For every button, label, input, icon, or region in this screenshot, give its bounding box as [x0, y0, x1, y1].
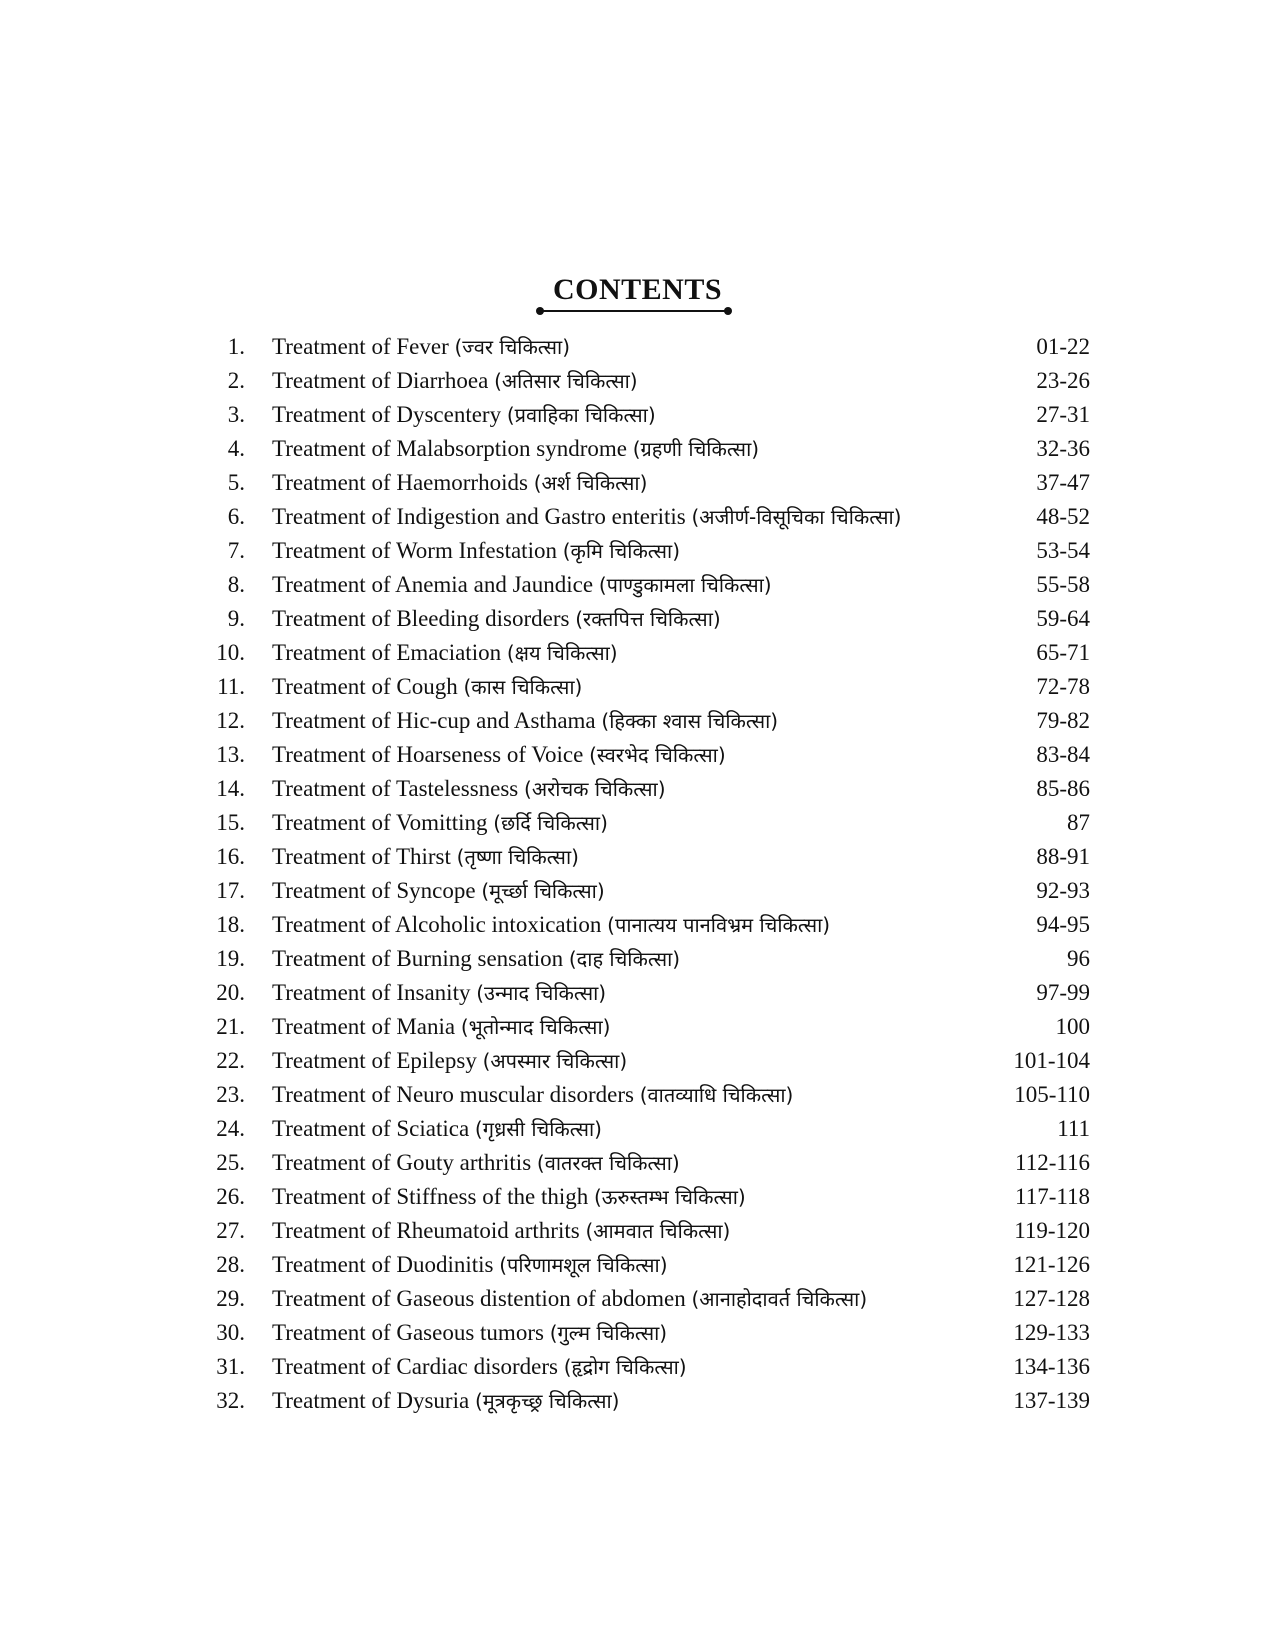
toc-entry-title-group — [272, 908, 830, 942]
toc-entry-title: Treatment of Neuro muscular disorders — [272, 1082, 634, 1107]
toc-entry-title-group — [272, 398, 656, 432]
toc-entry-number: 27. — [216, 1218, 245, 1243]
toc-entry-pages: 101-104 — [1013, 1048, 1090, 1073]
toc-entry-title: Treatment of Duodinitis — [272, 1252, 494, 1277]
toc-entry — [200, 330, 1090, 364]
toc-entry-pages: 96 — [1067, 946, 1090, 971]
toc-entry — [200, 602, 1090, 636]
toc-entry-hindi-title: (आमवात चिकित्सा) — [585, 1219, 731, 1243]
toc-entry-pages: 65-71 — [1036, 640, 1090, 665]
toc-entry-title: Treatment of Dysuria — [272, 1388, 470, 1413]
toc-entry-pages: 92-93 — [1036, 878, 1090, 903]
toc-entry-pages: 23-26 — [1036, 368, 1090, 393]
toc-entry — [200, 1214, 1090, 1248]
toc-entry-title: Treatment of Diarrhoea — [272, 368, 489, 393]
toc-entry-pages: 105-110 — [1014, 1082, 1090, 1107]
toc-entry-pages: 119-120 — [1014, 1218, 1090, 1243]
toc-entry-hindi-title: (उन्माद चिकित्सा) — [476, 981, 607, 1005]
toc-entry-title-group — [272, 1180, 746, 1214]
toc-entry — [200, 1112, 1090, 1146]
toc-entry-title-group — [272, 1350, 687, 1384]
toc-entry-number: 10. — [216, 640, 245, 665]
toc-entry-hindi-title: (मूत्रकृच्छ्र चिकित्सा) — [474, 1389, 620, 1413]
toc-entry-number: 21. — [216, 1014, 245, 1039]
toc-entry-title-group — [272, 840, 579, 874]
toc-entry — [200, 670, 1090, 704]
toc-entry-number: 9. — [227, 606, 245, 631]
toc-entry — [200, 1010, 1090, 1044]
toc-entry-hindi-title: (अरोचक चिकित्सा) — [524, 777, 666, 801]
toc-entry-pages: 37-47 — [1036, 470, 1090, 495]
toc-entry-hindi-title: (मूर्च्छा चिकित्सा) — [481, 879, 605, 903]
toc-entry-number: 15. — [216, 810, 245, 835]
toc-entry-pages: 85-86 — [1036, 776, 1090, 801]
toc-entry-title-group — [272, 1214, 730, 1248]
toc-entry-title-group — [272, 1112, 602, 1146]
toc-entry-number: 22. — [216, 1048, 245, 1073]
toc-entry-pages: 88-91 — [1036, 844, 1090, 869]
toc-entry-pages: 97-99 — [1036, 980, 1090, 1005]
toc-entry-hindi-title: (क्षय चिकित्सा) — [506, 641, 618, 665]
toc-entry-number: 4. — [227, 436, 245, 461]
toc-entry — [200, 1078, 1090, 1112]
toc-entry-title-group — [272, 1282, 867, 1316]
toc-entry-hindi-title: (छर्दि चिकित्सा) — [493, 811, 608, 835]
toc-entry-title: Treatment of Gaseous tumors — [272, 1320, 544, 1345]
toc-entry — [200, 704, 1090, 738]
toc-entry-pages: 32-36 — [1036, 436, 1090, 461]
toc-entry-title: Treatment of Epilepsy — [272, 1048, 477, 1073]
toc-entry-pages: 01-22 — [1036, 334, 1090, 359]
toc-entry-title: Treatment of Rheumatoid arthrits — [272, 1218, 580, 1243]
toc-entry-title: Treatment of Cardiac disorders — [272, 1354, 558, 1379]
page-title: CONTENTS — [552, 273, 723, 306]
toc-entry-title-group — [272, 500, 902, 534]
toc-entry-number: 16. — [216, 844, 245, 869]
toc-entry-number: 17. — [216, 878, 245, 903]
toc-entry — [200, 1180, 1090, 1214]
toc-entry-hindi-title: (ऊरुस्तम्भ चिकित्सा) — [593, 1185, 746, 1209]
toc-entry-number: 11. — [217, 674, 245, 699]
toc-entry-title-group — [272, 772, 666, 806]
toc-entry-title-group — [272, 1010, 610, 1044]
toc-entry-title-group — [272, 704, 778, 738]
toc-entry-title-group — [272, 1078, 793, 1112]
toc-entry — [200, 1350, 1090, 1384]
toc-entry-title: Treatment of Malabsorption syndrome — [272, 436, 627, 461]
toc-entry-number: 19. — [216, 946, 245, 971]
toc-entry-title: Treatment of Indigestion and Gastro enteritis — [272, 504, 686, 529]
toc-entry-number: 12. — [216, 708, 245, 733]
toc-entry-pages: 121-126 — [1013, 1252, 1090, 1277]
toc-entry-hindi-title: (कास चिकित्सा) — [463, 675, 583, 699]
toc-entry — [200, 1316, 1090, 1350]
toc-entry-number: 23. — [216, 1082, 245, 1107]
toc-entry — [200, 1248, 1090, 1282]
toc-entry-number: 1. — [227, 334, 245, 359]
toc-entry-hindi-title: (प्रवाहिका चिकित्सा) — [506, 403, 656, 427]
toc-entry-title-group — [272, 670, 582, 704]
toc-entry-hindi-title: (दाह चिकित्सा) — [568, 947, 681, 971]
toc-entry-pages: 100 — [1055, 1014, 1090, 1039]
toc-entry-title-group — [272, 942, 680, 976]
toc-entry-title-group — [272, 466, 647, 500]
toc-entry-pages: 94-95 — [1036, 912, 1090, 937]
toc-entry-title-group — [272, 738, 726, 772]
toc-entry-hindi-title: (परिणामशूल चिकित्सा) — [499, 1253, 668, 1277]
title-wrap — [0, 272, 1275, 308]
toc-entry-hindi-title: (पाण्डुकामला चिकित्सा) — [598, 573, 772, 597]
toc-entry-pages: 83-84 — [1036, 742, 1090, 767]
toc-entry — [200, 364, 1090, 398]
toc-entry-hindi-title: (अपस्मार चिकित्सा) — [482, 1049, 628, 1073]
toc-entry-hindi-title: (ज्वर चिकित्सा) — [454, 335, 571, 359]
toc-entry-title-group — [272, 1384, 619, 1418]
toc-entry-hindi-title: (हृद्रोग चिकित्सा) — [563, 1355, 687, 1379]
toc-entry-title: Treatment of Stiffness of the thigh — [272, 1184, 589, 1209]
toc-entry-pages: 111 — [1057, 1116, 1090, 1141]
toc-entry-title-group — [272, 976, 606, 1010]
toc-entry-title: Treatment of Cough — [272, 674, 458, 699]
toc-entry-title-group — [272, 568, 772, 602]
toc-entry-hindi-title: (कृमि चिकित्सा) — [562, 539, 681, 563]
toc-entry — [200, 772, 1090, 806]
toc-entry-title: Treatment of Vomitting — [272, 810, 488, 835]
toc-entry-hindi-title: (स्वरभेद चिकित्सा) — [589, 743, 726, 767]
toc-entry — [200, 908, 1090, 942]
toc-entry-number: 29. — [216, 1286, 245, 1311]
toc-entry-pages: 53-54 — [1036, 538, 1090, 563]
toc-entry-number: 2. — [227, 368, 245, 393]
toc-entry-hindi-title: (रक्तपित्त चिकित्सा) — [575, 607, 721, 631]
toc-entry-hindi-title: (अतिसार चिकित्सा) — [494, 369, 638, 393]
toc-entry-pages: 129-133 — [1013, 1320, 1090, 1345]
toc-entry-pages: 127-128 — [1013, 1286, 1090, 1311]
toc-entry-pages: 112-116 — [1015, 1150, 1090, 1175]
toc-entry-number: 32. — [216, 1388, 245, 1413]
ornament-dot-right — [724, 307, 732, 315]
toc-entry-number: 13. — [216, 742, 245, 767]
toc-entry — [200, 840, 1090, 874]
toc-entry — [200, 432, 1090, 466]
toc-entry-number: 24. — [216, 1116, 245, 1141]
ornament-line — [540, 310, 728, 312]
toc-entry-title-group — [272, 806, 608, 840]
table-of-contents — [200, 330, 1090, 1418]
toc-entry-title-group — [272, 636, 618, 670]
toc-entry-pages: 27-31 — [1036, 402, 1090, 427]
toc-entry — [200, 534, 1090, 568]
toc-entry-title: Treatment of Burning sensation — [272, 946, 564, 971]
toc-entry — [200, 1044, 1090, 1078]
toc-entry-title: Treatment of Sciatica — [272, 1116, 470, 1141]
toc-entry-title-group — [272, 874, 605, 908]
toc-entry-title: Treatment of Alcoholic intoxication — [272, 912, 602, 937]
toc-entry-title-group — [272, 602, 721, 636]
toc-entry-number: 25. — [216, 1150, 245, 1175]
toc-entry-title: Treatment of Hic-cup and Asthama — [272, 708, 596, 733]
toc-entry — [200, 398, 1090, 432]
toc-entry — [200, 874, 1090, 908]
toc-entry-hindi-title: (वातरक्त चिकित्सा) — [536, 1151, 680, 1175]
toc-entry-title-group — [272, 432, 759, 466]
toc-entry-hindi-title: (अजीर्ण-विसूचिका चिकित्सा) — [691, 505, 902, 529]
toc-entry — [200, 1282, 1090, 1316]
toc-entry-pages: 87 — [1067, 810, 1090, 835]
toc-entry-pages: 137-139 — [1013, 1388, 1090, 1413]
toc-entry — [200, 976, 1090, 1010]
toc-entry-title-group — [272, 1044, 627, 1078]
toc-entry-hindi-title: (अर्श चिकित्सा) — [533, 471, 648, 495]
toc-entry-hindi-title: (ग्रहणी चिकित्सा) — [632, 437, 760, 461]
toc-entry-title: Treatment of Gaseous distention of abdomen — [272, 1286, 686, 1311]
toc-entry-title: Treatment of Insanity — [272, 980, 471, 1005]
toc-entry-title: Treatment of Gouty arthritis — [272, 1150, 532, 1175]
toc-entry — [200, 636, 1090, 670]
toc-entry-hindi-title: (आनाहोदावर्त चिकित्सा) — [691, 1287, 868, 1311]
toc-entry-pages: 72-78 — [1036, 674, 1090, 699]
toc-entry-number: 30. — [216, 1320, 245, 1345]
toc-entry-title: Treatment of Mania — [272, 1014, 456, 1039]
toc-entry-hindi-title: (तृष्णा चिकित्सा) — [456, 845, 579, 869]
toc-entry-title: Treatment of Syncope — [272, 878, 476, 903]
toc-entry-title-group — [272, 1146, 680, 1180]
toc-entry-pages: 134-136 — [1013, 1354, 1090, 1379]
toc-entry — [200, 1384, 1090, 1418]
toc-entry-number: 31. — [216, 1354, 245, 1379]
toc-entry-title: Treatment of Worm Infestation — [272, 538, 557, 563]
toc-entry-title: Treatment of Dyscentery — [272, 402, 502, 427]
toc-entry-title-group — [272, 364, 638, 398]
toc-entry-title-group — [272, 534, 680, 568]
toc-entry-hindi-title: (वातव्याधि चिकित्सा) — [639, 1083, 794, 1107]
toc-entry-number: 7. — [227, 538, 245, 563]
toc-entry-number: 6. — [227, 504, 245, 529]
toc-entry-title-group — [272, 1316, 667, 1350]
toc-entry-title: Treatment of Haemorrhoids — [272, 470, 528, 495]
toc-entry-number: 14. — [216, 776, 245, 801]
toc-entry-title: Treatment of Hoarseness of Voice — [272, 742, 584, 767]
toc-entry-pages: 59-64 — [1036, 606, 1090, 631]
toc-entry-hindi-title: (हिक्का श्वास चिकित्सा) — [601, 709, 779, 733]
toc-entry-hindi-title: (पानात्यय पानविभ्रम चिकित्सा) — [607, 913, 831, 937]
toc-entry — [200, 568, 1090, 602]
toc-entry-title-group — [272, 1248, 668, 1282]
toc-entry-hindi-title: (गुल्म चिकित्सा) — [549, 1321, 668, 1345]
toc-entry-hindi-title: (गृध्रसी चिकित्सा) — [474, 1117, 602, 1141]
toc-entry — [200, 1146, 1090, 1180]
toc-entry-title: Treatment of Bleeding disorders — [272, 606, 570, 631]
toc-entry-hindi-title: (भूतोन्माद चिकित्सा) — [460, 1015, 611, 1039]
toc-entry-pages: 79-82 — [1036, 708, 1090, 733]
toc-entry-pages: 55-58 — [1036, 572, 1090, 597]
toc-entry-title: Treatment of Emaciation — [272, 640, 502, 665]
toc-entry — [200, 942, 1090, 976]
toc-entry-number: 18. — [216, 912, 245, 937]
toc-entry-title: Treatment of Thirst — [272, 844, 451, 869]
toc-entry — [200, 806, 1090, 840]
toc-entry-pages: 48-52 — [1036, 504, 1090, 529]
toc-entry-number: 26. — [216, 1184, 245, 1209]
toc-entry-title-group — [272, 330, 570, 364]
toc-entry-number: 28. — [216, 1252, 245, 1277]
toc-entry-number: 8. — [227, 572, 245, 597]
toc-entry-title: Treatment of Anemia and Jaundice — [272, 572, 594, 597]
toc-entry-number: 5. — [227, 470, 245, 495]
toc-entry — [200, 500, 1090, 534]
toc-entry — [200, 738, 1090, 772]
toc-entry-number: 3. — [227, 402, 245, 427]
toc-entry — [200, 466, 1090, 500]
title-underline-ornament — [536, 306, 732, 316]
toc-entry-title: Treatment of Fever — [272, 334, 449, 359]
toc-entry-title: Treatment of Tastelessness — [272, 776, 519, 801]
toc-entry-number: 20. — [216, 980, 245, 1005]
toc-entry-pages: 117-118 — [1015, 1184, 1090, 1209]
